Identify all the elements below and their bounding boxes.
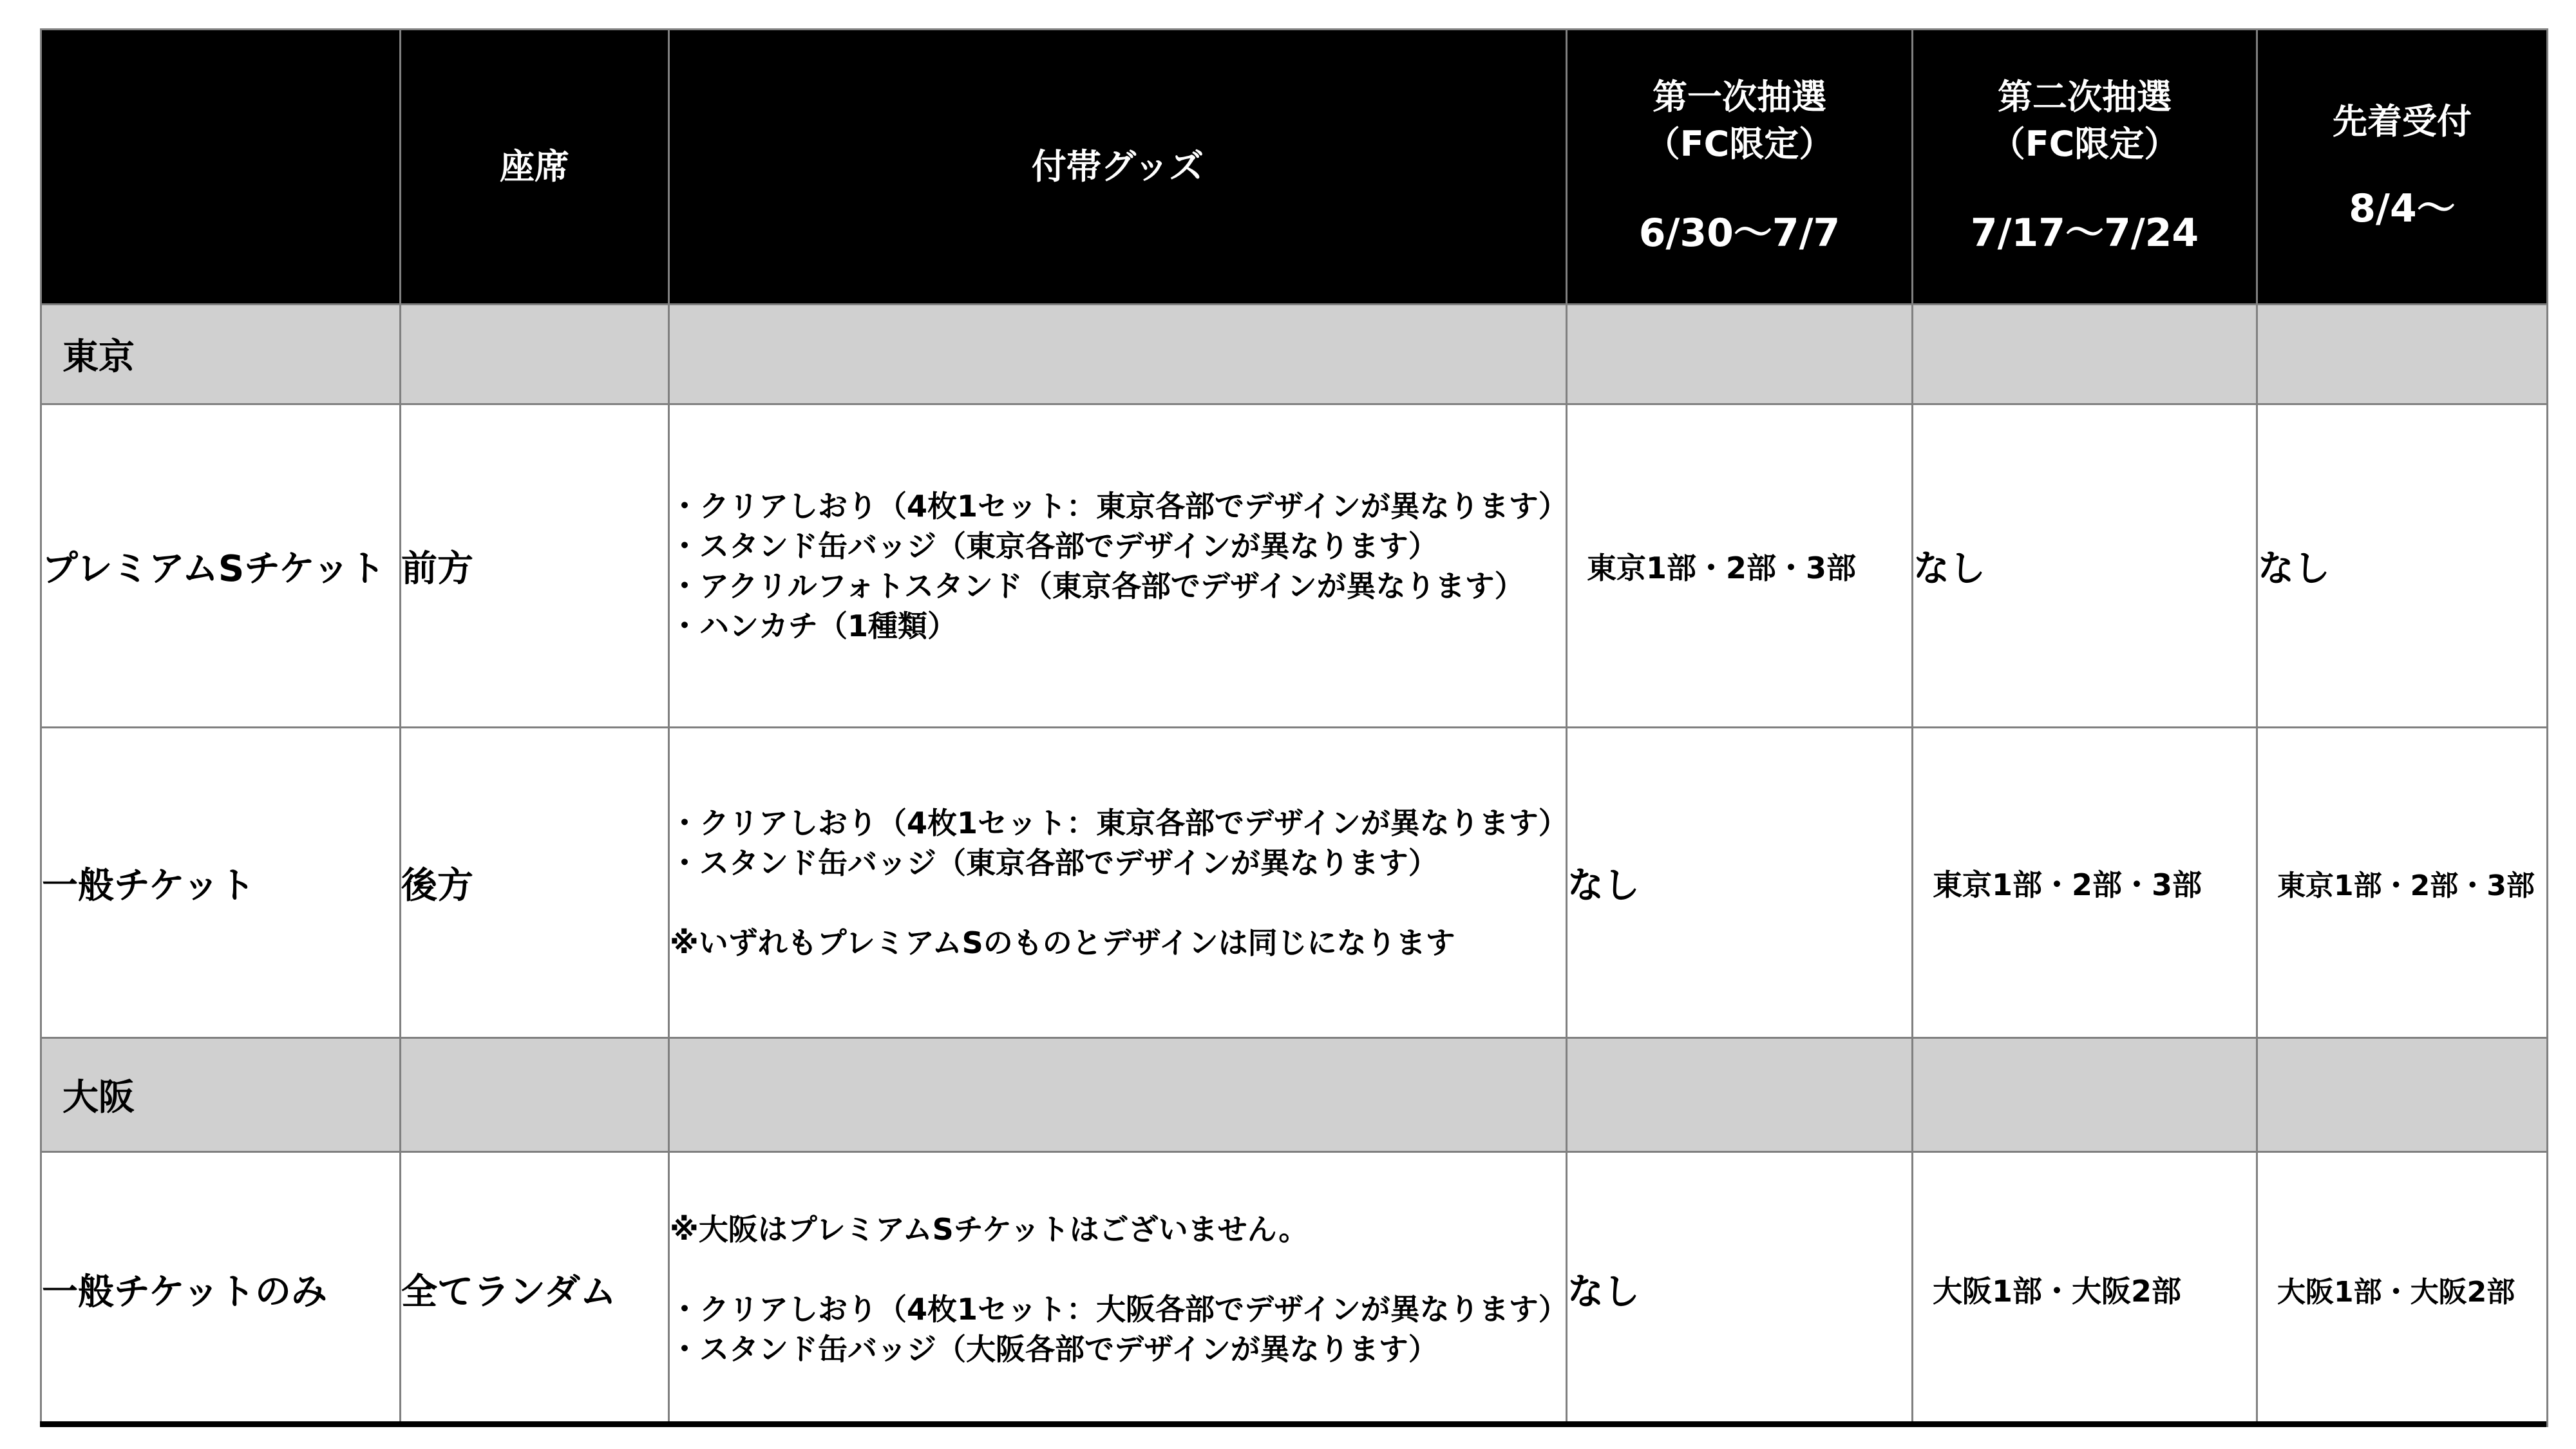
firstcome-value: 東京1部・2部・3部	[2257, 728, 2548, 1038]
lottery2-value: 大阪1部・大阪2部	[1913, 1152, 2257, 1426]
goods-list	[669, 728, 1567, 1038]
section-label-osaka: 大阪	[41, 1038, 401, 1152]
goods-item: ・スタンド缶バッジ（東京各部でデザインが異なります）	[670, 528, 1438, 564]
seat-value: 後方	[401, 728, 669, 1038]
header-lottery2-fc: （FC限定）	[1990, 123, 2179, 164]
goods-note: ※大阪はプレミアムSチケットはございません。	[670, 1211, 1309, 1247]
goods-item: ・クリアしおり（4枚1セット：大阪各部でデザインが異なります）	[670, 1291, 1568, 1327]
header-firstcome-period: 8/4～	[2349, 185, 2456, 231]
section-row-tokyo	[41, 305, 2548, 404]
section-empty-cell	[2257, 305, 2548, 404]
ticket-table	[40, 28, 2548, 1427]
ticket-name: プレミアムSチケット	[41, 404, 401, 728]
table-row-osaka-general	[41, 1152, 2548, 1426]
goods-spacer	[670, 1249, 1566, 1289]
section-row-osaka	[41, 1038, 2548, 1152]
table-row-premium	[41, 404, 2548, 728]
goods-list	[669, 404, 1567, 728]
goods-item: ・アクリルフォトスタンド（東京各部でデザインが異なります）	[670, 568, 1524, 603]
goods-note: ※いずれもプレミアムSのものとデザインは同じになります	[670, 925, 1455, 960]
section-empty-cell	[2257, 1038, 2548, 1152]
goods-spacer	[670, 883, 1566, 923]
section-label-tokyo: 東京	[41, 305, 401, 404]
table-row-general	[41, 728, 2548, 1038]
section-empty-cell	[1913, 1038, 2257, 1152]
lottery2-value: なし	[1913, 404, 2257, 728]
section-empty-cell	[1567, 305, 1913, 404]
header-empty-cell	[41, 30, 401, 305]
header-lottery2-title: 第二次抽選	[1998, 76, 2172, 117]
header-row	[41, 30, 2548, 305]
goods-item: ・クリアしおり（4枚1セット：東京各部でデザインが異なります）	[670, 805, 1568, 840]
section-empty-cell	[401, 305, 669, 404]
table-bottom-rule	[40, 1421, 2546, 1427]
header-firstcome-title: 先着受付	[2333, 101, 2472, 142]
firstcome-value: 大阪1部・大阪2部	[2257, 1152, 2548, 1426]
section-empty-cell	[1913, 305, 2257, 404]
lottery2-value: 東京1部・2部・3部	[1913, 728, 2257, 1038]
goods-item: ・スタンド缶バッジ（東京各部でデザインが異なります）	[670, 845, 1438, 880]
header-lottery1-fc: （FC限定）	[1645, 123, 1834, 164]
header-seat: 座席	[401, 30, 669, 305]
goods-item: ・クリアしおり（4枚1セット：東京各部でデザインが異なります）	[670, 488, 1568, 524]
section-empty-cell	[1567, 1038, 1913, 1152]
seat-value: 前方	[401, 404, 669, 728]
header-goods: 付帯グッズ	[669, 30, 1567, 305]
header-lottery2-period: 7/17～7/24	[1970, 211, 2199, 256]
section-empty-cell	[669, 1038, 1567, 1152]
lottery1-value: なし	[1567, 1152, 1913, 1426]
header-lottery2	[1913, 30, 2257, 305]
seat-value: 全てランダム	[401, 1152, 669, 1426]
section-empty-cell	[401, 1038, 669, 1152]
header-lottery1	[1567, 30, 1913, 305]
ticket-name: 一般チケット	[41, 728, 401, 1038]
header-lottery1-title: 第一次抽選	[1653, 76, 1826, 117]
ticket-name: 一般チケットのみ	[41, 1152, 401, 1426]
goods-item: ・ハンカチ（1種類）	[670, 608, 958, 643]
goods-list	[669, 1152, 1567, 1426]
lottery1-value: なし	[1567, 728, 1913, 1038]
goods-item: ・スタンド缶バッジ（大阪各部でデザインが異なります）	[670, 1331, 1438, 1367]
firstcome-value: なし	[2257, 404, 2548, 728]
lottery1-value: 東京1部・2部・3部	[1567, 404, 1913, 728]
header-firstcome	[2257, 30, 2548, 305]
header-lottery1-period: 6/30～7/7	[1638, 211, 1841, 256]
section-empty-cell	[669, 305, 1567, 404]
